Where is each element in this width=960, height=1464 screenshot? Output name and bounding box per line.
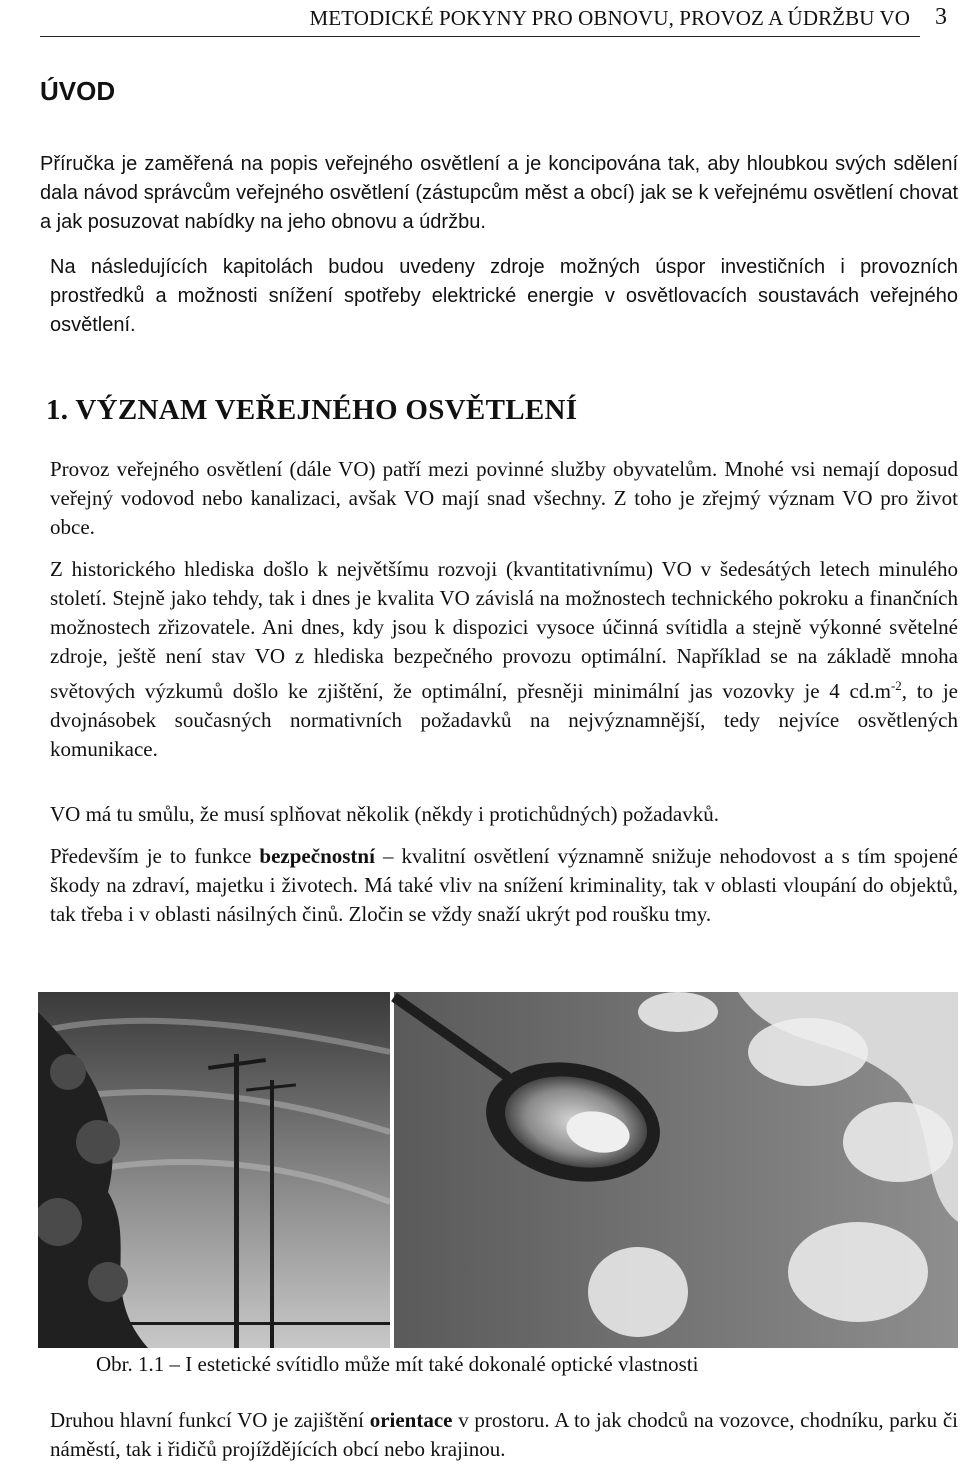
paragraph-text: Z historického hlediska došlo k největšímu rozvoji (kvantitativnímu) VO v šedesátých letech minulého století. Stejně jako tehdy, tak i dnes je kvalita VO závislá na možnostech technického pokroku a finančních možnostech zřizovatele. Ani dnes, kdy jsou k dispozici vysoce účinná svítidla a stejně výkonné světelné zdroje, ještě není stav VO z hlediska bezpečného provozu optimální. Například se na základě mnoha světových výzkumů došlo ke zjištění, že optimální, přesněji minimální jas vozovky je 4 cd.m [50,557,958,703]
section-paragraph-1: Provoz veřejného osvětlení (dále VO) patří mezi povinné služby obyvatelům. Mnohé vsi nemají doposud veřejný vodovod nebo kanalizaci, avšak VO mají snad všechny. Z toho je zřejmý význam VO pro život obce. [50,457,958,539]
bold-term: orientace [369,1408,453,1432]
paragraph-text: v prostoru. A to jak chodců na vozovce, chodníku, parku či náměstí, tak i řidičů projíždějících obcí nebo krajinou. [50,1408,958,1461]
intro-heading: ÚVOD [40,76,116,106]
section-heading: 1. VÝZNAM VEŘEJNÉHO OSVĚTLENÍ [46,394,578,426]
section-paragraph-5 [50,1406,958,1464]
page-header [40,2,920,37]
intro-paragraph-2: Na následujících kapitolách budou uvedeny zdroje možných úspor investičních i provozních prostředků a možnosti snížení spotřeby elektrické energie v osvětlovacích soustavách veřejného osvětlení. [50,256,958,336]
figure-caption: Obr. 1.1 – I estetické svítidlo může mít také dokonalé optické vlastnosti [96,1352,699,1376]
paragraph-text: , to je dvojnásobek současných normativních požadavků na nejvýznamnější, tedy nejvíce osvětlených komunikace. [50,679,958,761]
bold-term: bezpečnostní [259,844,375,868]
section-paragraph-3: VO má tu smůlu, že musí splňovat několik (někdy i protichůdných) požadavků. [50,802,719,826]
page-number: 3 [935,4,947,30]
section-paragraph-2 [50,555,958,764]
superscript: -2 [890,678,902,693]
paragraph-text: – kvalitní osvětlení významně snižuje nehodovost a s tím spojené škody na zdraví, majetku i životech. Má také vliv na snížení kriminality, tak v oblasti vloupání do objektů, tak třeba i v oblasti násilných činů. Zločin se vždy snaží ukrýt pod roušku tmy. [50,844,958,926]
paragraph-text: Především je to funkce [50,844,260,868]
header-title: METODICKÉ POKYNY PRO OBNOVU, PROVOZ A ÚDRŽBU VO [309,6,910,30]
street-lamp-photo [38,992,958,1348]
section-paragraph-4 [50,842,958,929]
paragraph-text: Druhou hlavní funkcí VO je zajištění [50,1408,370,1432]
intro-paragraph-1: Příručka je zaměřená na popis veřejného osvětlení a je koncipována tak, aby hloubkou svých sdělení dala návod správcům veřejného osvětlení (zástupcům měst a obcí) jak se k veřejnému osvětlení chovat a jak posuzovat nabídky na jeho obnovu a údržbu. [40,153,958,233]
